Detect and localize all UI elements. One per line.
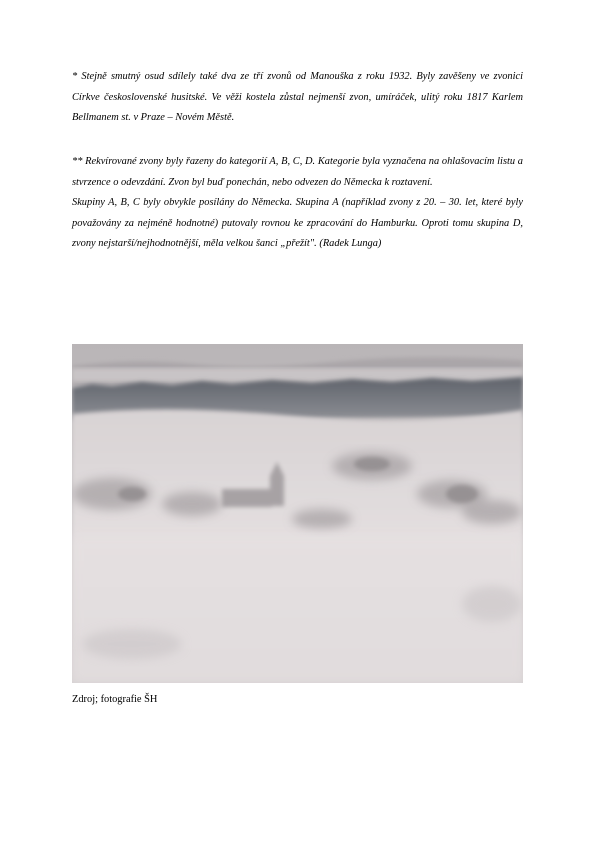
footnote-first-text: * Stejně smutný osud sdílely také dva ze tří zvonů od Manouška z roku 1932. Byly zavěšeny ve zvonici Církve československé husitské. Ve věži kostela zůstal nejmenší zvon, umíráček, ulitý roku 1817 Karlem Bellmanem st. v Praze – Novém Městě. [72,71,523,123]
footnote-bell-categories [72,152,523,255]
footnote-third-text: Skupiny A, B, C byly obvykle posílány do Německa. Skupina A (například zvony z 20. – 30. let, které byly považovány za nejméně hodnotné) putovaly rovnou ke zpracování do Hamburku. Oproti tomu skupina D, zvony nejstarší/nejhodnotnější, měla velkou šanci „přežít". (Radek Lunga) [72,197,523,249]
footnote-bells-fate [72,67,523,129]
foggy-landscape-photo [72,344,523,683]
photo-source-caption: Zdroj; fotografie ŠH [72,694,158,705]
footnote-second-text: ** Rekvírované zvony byly řazeny do kategorií A, B, C, D. Kategorie byla vyznačena na ohlašovacím listu a stvrzence o odevzdání. Zvon byl buď ponechán, nebo odvezen do Německa k roztavení. [72,156,523,188]
